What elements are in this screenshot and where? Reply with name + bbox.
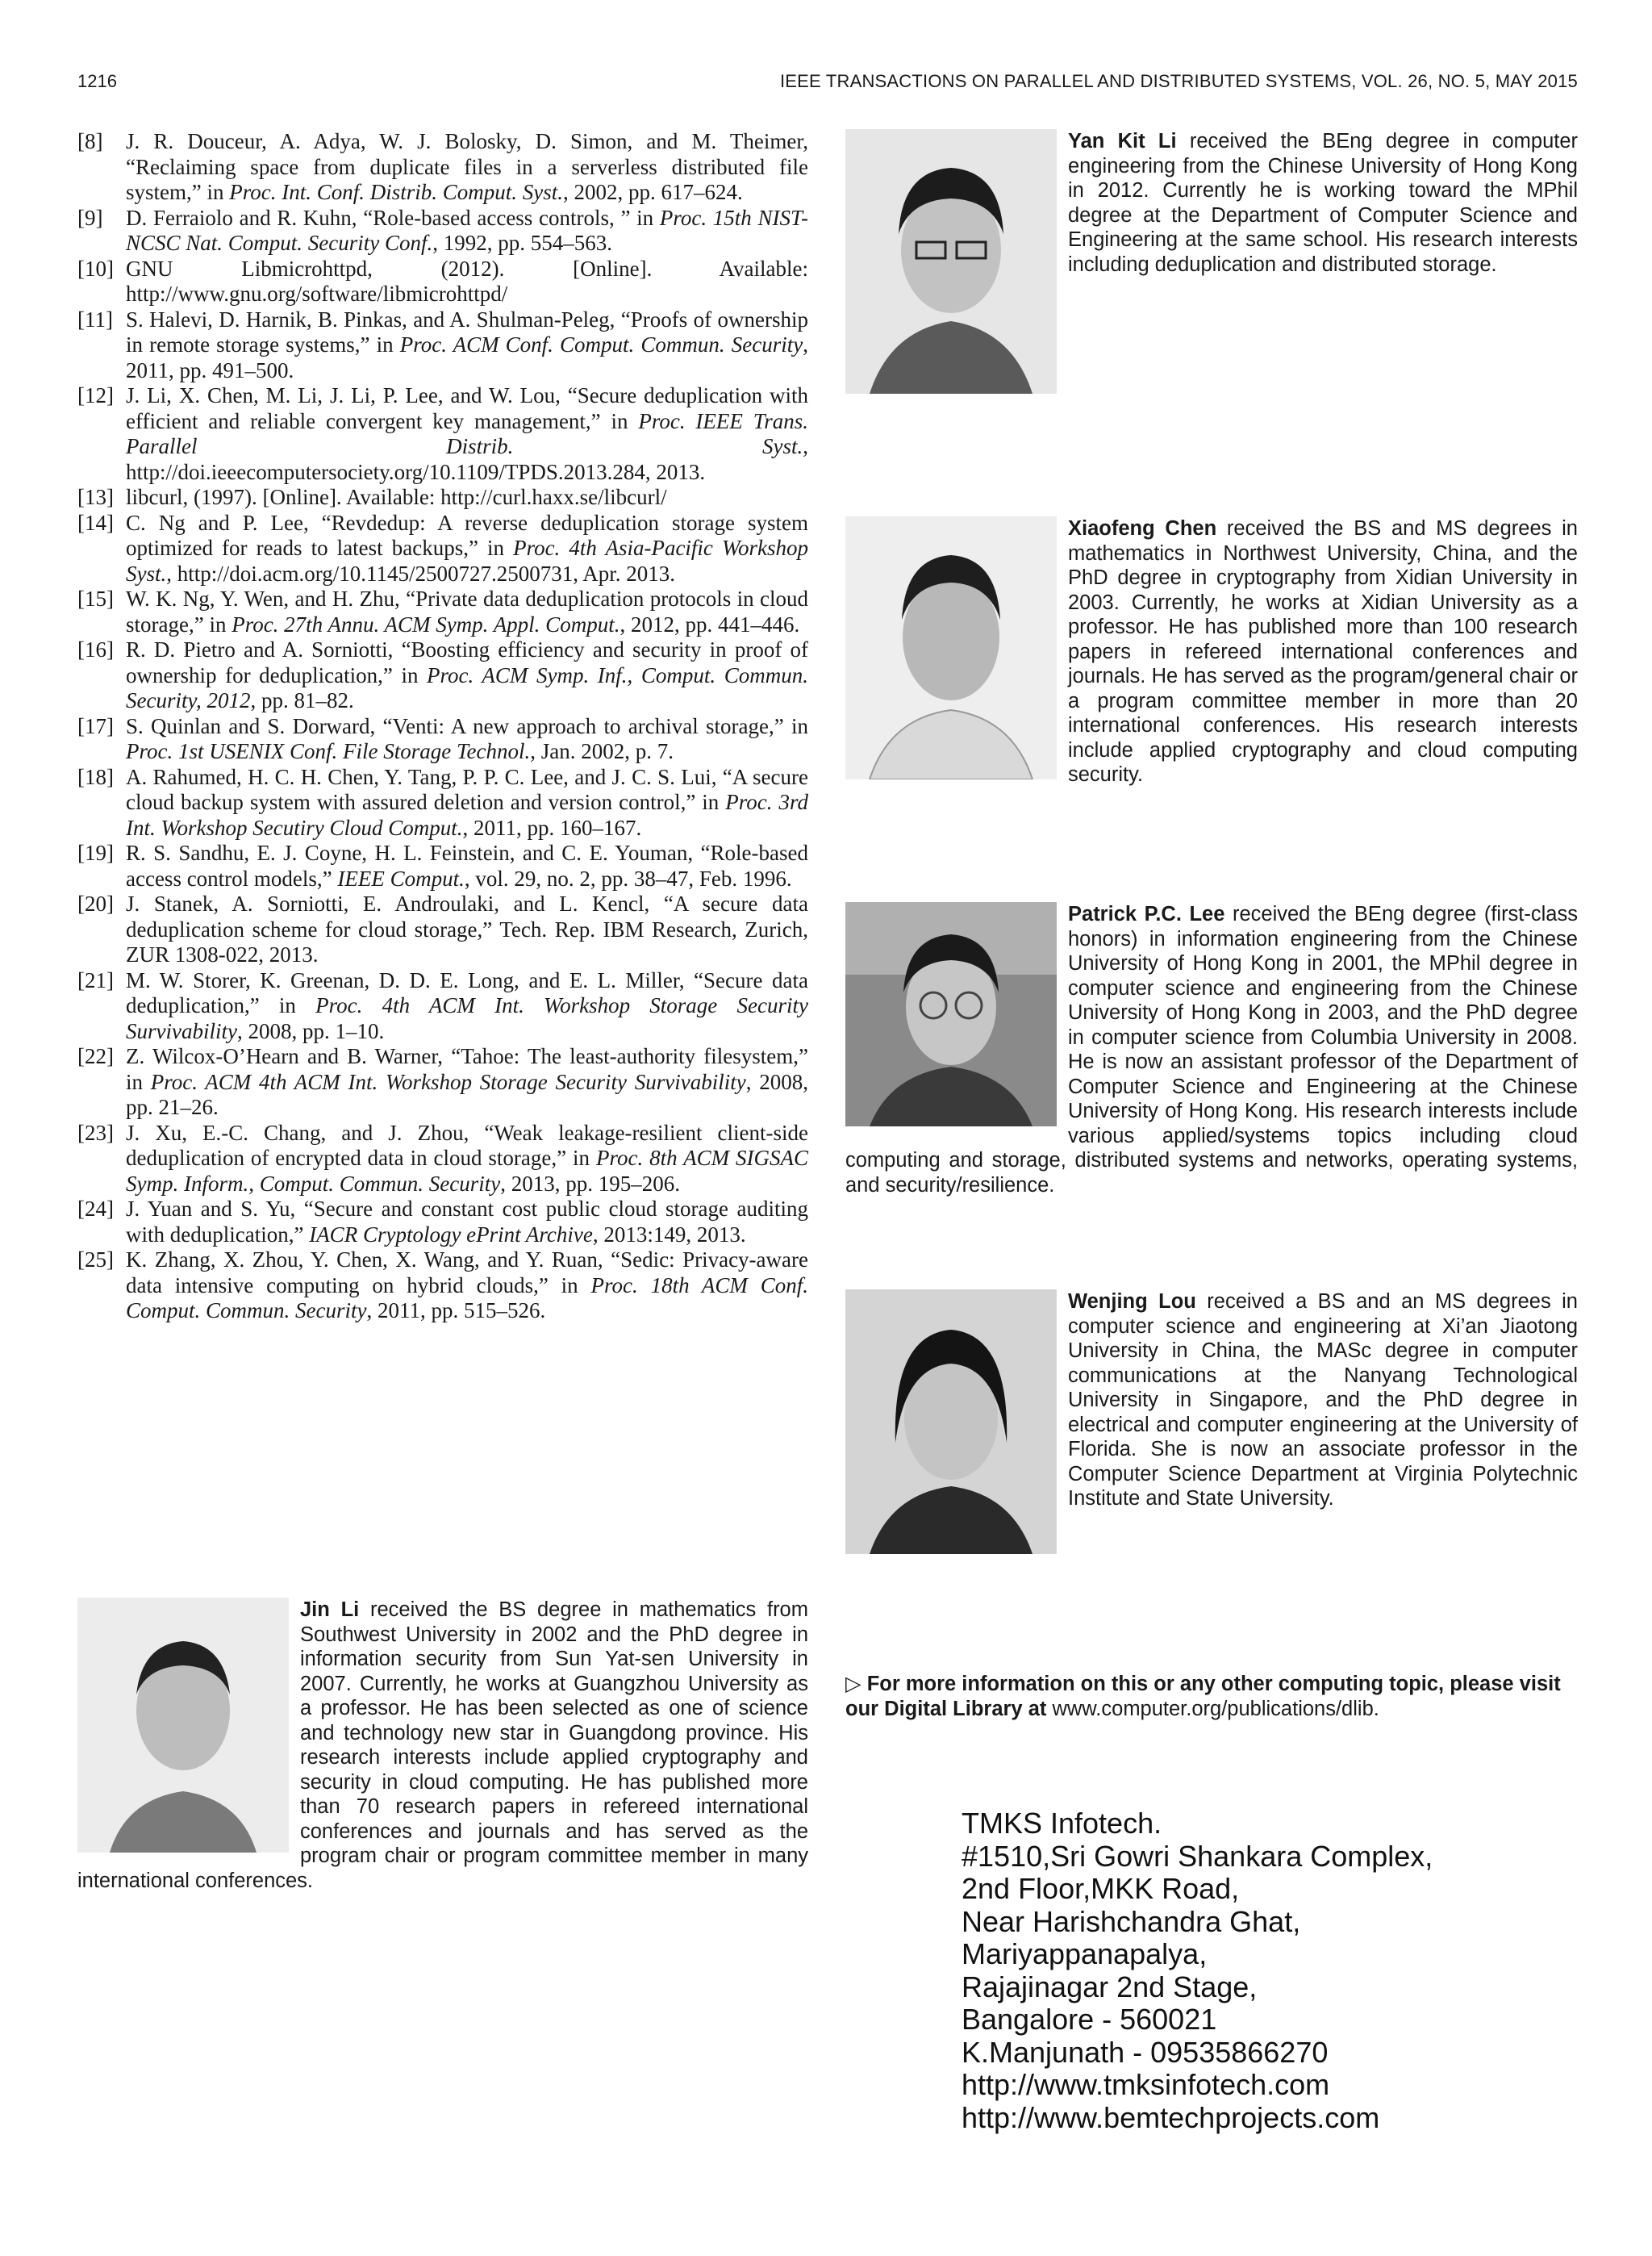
reference-item bbox=[77, 1247, 808, 1324]
reference-segment: , 2011, pp. 160–167. bbox=[462, 815, 642, 840]
reference-venue: Proc. 8th ACM SIGSAC Symp. Inform., Comput. Commun. Security bbox=[126, 1146, 808, 1196]
reference-number: [22] bbox=[77, 1044, 114, 1068]
reference-segment: Z. Wilcox-O’Hearn and B. Warner, “Tahoe: The least-authority filesystem,” in bbox=[126, 1044, 808, 1094]
reference-text bbox=[126, 765, 808, 842]
reference-text bbox=[126, 968, 808, 1045]
reference-venue: Proc. 18th ACM Conf. Comput. Commun. Security bbox=[126, 1272, 808, 1322]
reference-item bbox=[77, 1197, 808, 1247]
reference-venue: Proc. 1st USENIX Conf. File Storage Technol. bbox=[126, 739, 531, 763]
reference-segment: , 2008, pp. 21–26. bbox=[126, 1069, 808, 1119]
reference-text bbox=[126, 206, 808, 257]
reference-number: [20] bbox=[77, 892, 114, 916]
reference-number: [25] bbox=[77, 1247, 114, 1272]
reference-item bbox=[77, 892, 808, 968]
reference-venue: Proc. IEEE Trans. Parallel Distrib. Syst. bbox=[126, 408, 809, 458]
reference-text bbox=[126, 1197, 808, 1247]
reference-text bbox=[126, 1044, 808, 1121]
author-bio-text: received the BEng degree (first-class honors) in information engineering from the Chinese University of Hong Kong in 2001, the MPhil degree in computer science and engineering from the Chinese University of Hong Kong in 2003, and the PhD degree in computer science from Columbia University in 2008. He is now an assistant professor of the Department of Computer Science and Engineering at the Chinese University of Hong Kong. His research interests include various applied/systems topics including cloud computing and storage, distributed systems and networks, operating systems, and security/resilience. bbox=[845, 903, 1578, 1197]
address-line: TMKS Infotech. bbox=[962, 1807, 1162, 1840]
reference-text bbox=[126, 129, 808, 206]
reference-list bbox=[77, 129, 808, 1324]
reference-segment: J. Stanek, A. Sorniotti, E. Androulaki, and L. Kencl, “A secure data deduplication scheme for cloud storage,” Tech. Rep. IBM Research, Zurich, ZUR 1308-022, 2013. bbox=[126, 892, 808, 967]
reference-number: [19] bbox=[77, 841, 114, 865]
reference-segment: K. Zhang, X. Zhou, Y. Chen, X. Wang, and Y. Ruan, “Sedic: Privacy-aware data intensive computing on hybrid clouds,” in bbox=[126, 1247, 808, 1297]
address-line: Bangalore - 560021 bbox=[962, 2003, 1217, 2036]
author-name: Xiaofeng Chen bbox=[1068, 517, 1217, 540]
reference-segment: S. Quinlan and S. Dorward, “Venti: A new approach to archival storage,” in bbox=[126, 713, 808, 738]
reference-segment: , http://doi.ieeecomputersociety.org/10.1109/TPDS.2013.284, 2013. bbox=[126, 434, 808, 484]
address-line: K.Manjunath - 09535866270 bbox=[962, 2035, 1329, 2069]
reference-text bbox=[126, 637, 808, 714]
reference-segment: , 2011, pp. 491–500. bbox=[126, 332, 808, 382]
author-name: Jin Li bbox=[300, 1598, 360, 1621]
author-photo bbox=[845, 902, 1057, 1126]
reference-number: [18] bbox=[77, 764, 114, 789]
reference-text bbox=[126, 257, 808, 307]
reference-number: [21] bbox=[77, 967, 114, 992]
address-line: Near Harishchandra Ghat, bbox=[962, 1904, 1301, 1938]
reference-number: [11] bbox=[77, 307, 113, 332]
reference-segment: , 2013:149, 2013. bbox=[592, 1222, 746, 1247]
reference-number: [16] bbox=[77, 637, 114, 662]
portrait-icon bbox=[845, 1289, 1057, 1554]
reference-text bbox=[126, 841, 808, 892]
reference-segment: J. Xu, E.-C. Chang, and J. Zhou, “Weak leakage-resilient client-side deduplication of encrypted data in cloud storage,” in bbox=[126, 1120, 808, 1170]
author-name: Patrick P.C. Lee bbox=[1068, 903, 1225, 925]
address-stamp bbox=[962, 1807, 1575, 2134]
digital-library-note bbox=[845, 1672, 1578, 1722]
reference-segment: J. R. Douceur, A. Adya, W. J. Bolosky, D. Simon, and M. Theimer, “Reclaiming space from duplicate files in a serverless distributed file system,” in bbox=[126, 129, 808, 204]
reference-segment: , vol. 29, no. 2, pp. 38–47, Feb. 1996. bbox=[464, 866, 792, 891]
reference-venue: Proc. 4th Asia-Pacific Workshop Syst. bbox=[126, 536, 808, 586]
running-header bbox=[77, 71, 1578, 98]
reference-text bbox=[126, 1247, 808, 1324]
reference-item bbox=[77, 714, 808, 765]
reference-number: [9] bbox=[77, 205, 103, 230]
reference-text bbox=[126, 587, 808, 637]
reference-item bbox=[77, 383, 808, 485]
reference-venue: Proc. ACM Symp. Inf., Comput. Commun. Security, 2012 bbox=[126, 662, 808, 712]
bio-xiaofeng-chen bbox=[845, 516, 1578, 788]
reference-venue: Proc. 15th NIST-NCSC Nat. Comput. Security Conf. bbox=[126, 205, 808, 255]
reference-venue: IEEE Comput. bbox=[337, 866, 465, 891]
dlib-link[interactable]: www.computer.org/publications/dlib. bbox=[1046, 1698, 1379, 1720]
reference-number: [12] bbox=[77, 383, 114, 407]
portrait-icon bbox=[845, 129, 1057, 394]
reference-segment: C. Ng and P. Lee, “Revdedup: A reverse deduplication storage system optimized for reads to latest backups,” in bbox=[126, 510, 808, 560]
reference-segment: , 2008, pp. 1–10. bbox=[236, 1018, 385, 1043]
reference-segment: J. Yuan and S. Yu, “Secure and constant cost public cloud storage auditing with deduplication,” bbox=[126, 1197, 808, 1247]
portrait-icon bbox=[845, 516, 1057, 779]
reference-venue: IACR Cryptology ePrint Archive bbox=[309, 1222, 593, 1247]
reference-item bbox=[77, 511, 808, 587]
portrait-icon bbox=[77, 1598, 289, 1853]
reference-venue: Proc. 27th Annu. ACM Symp. Appl. Comput. bbox=[232, 612, 620, 637]
reference-item bbox=[77, 129, 808, 206]
reference-segment: R. D. Pietro and A. Sorniotti, “Boosting efficiency and security in proof of ownership for deduplication,” in bbox=[126, 637, 808, 687]
reference-text bbox=[126, 511, 808, 587]
reference-segment: libcurl, (1997). [Online]. Available: http://curl.haxx.se/libcurl/ bbox=[126, 485, 667, 509]
reference-text bbox=[126, 714, 808, 765]
reference-item bbox=[77, 307, 808, 384]
address-line: http://www.tmksinfotech.com bbox=[962, 2068, 1330, 2101]
portrait-icon bbox=[845, 902, 1057, 1126]
author-bio-text: received the BS degree in mathematics from Southwest University in 2002 and the PhD degree in information security from Sun Yat-sen University in 2007. Currently, he works at Guangzhou University as a professor. He has been selected as one of science and technology new star in Guangdong province. His research interests include applied cryptography and security in cloud computing. He has published more than 70 research papers in refereed international conferences and journals and has served as the program chair or program committee member in many international conferences. bbox=[77, 1598, 808, 1892]
author-photo bbox=[77, 1598, 289, 1853]
reference-segment: , 2013, pp. 195–206. bbox=[500, 1171, 680, 1196]
dlib-note-bold: For more information on this or any other computing topic, please visit our Digital Library at bbox=[845, 1673, 1561, 1720]
reference-number: [23] bbox=[77, 1120, 114, 1145]
page-number: 1216 bbox=[77, 71, 117, 91]
author-name: Wenjing Lou bbox=[1068, 1290, 1196, 1313]
reference-segment: , 1992, pp. 554–563. bbox=[432, 231, 613, 255]
bio-patrick-lee bbox=[845, 902, 1578, 1197]
reference-segment: D. Ferraiolo and R. Kuhn, “Role-based access controls, ” in bbox=[126, 205, 660, 230]
author-photo bbox=[845, 516, 1057, 779]
reference-segment: GNU Libmicrohttpd, (2012). [Online]. Available: http://www.gnu.org/software/libmicrohttpd/ bbox=[126, 256, 808, 306]
triangle-right-icon: ▷ bbox=[845, 1673, 861, 1695]
reference-item bbox=[77, 1121, 808, 1197]
reference-item bbox=[77, 637, 808, 714]
bio-yan-kit-li bbox=[845, 129, 1578, 397]
reference-venue: Proc. Int. Conf. Distrib. Comput. Syst. bbox=[229, 180, 564, 204]
reference-venue: Proc. ACM Conf. Comput. Commun. Security bbox=[399, 332, 803, 357]
reference-text bbox=[126, 307, 808, 384]
author-photo bbox=[845, 129, 1057, 394]
reference-segment: W. K. Ng, Y. Wen, and H. Zhu, “Private data deduplication protocols in cloud storage,” in bbox=[126, 587, 808, 637]
reference-segment: , http://doi.acm.org/10.1145/2500727.2500731, Apr. 2013. bbox=[166, 561, 675, 586]
address-line: #1510,Sri Gowri Shankara Complex, bbox=[962, 1839, 1433, 1873]
reference-item bbox=[77, 587, 808, 637]
reference-item bbox=[77, 1044, 808, 1121]
reference-venue: Proc. 4th ACM Int. Workshop Storage Security Survivability bbox=[126, 993, 808, 1043]
reference-text bbox=[126, 383, 808, 485]
reference-venue: Proc. 3rd Int. Workshop Secutiry Cloud Comput. bbox=[126, 790, 808, 840]
reference-item bbox=[77, 485, 808, 511]
reference-venue: Proc. ACM 4th ACM Int. Workshop Storage Security Survivability bbox=[150, 1069, 746, 1094]
reference-segment: , 2012, pp. 441–446. bbox=[620, 612, 800, 637]
reference-segment: , 2011, pp. 515–526. bbox=[366, 1298, 546, 1322]
journal-title: IEEE TRANSACTIONS ON PARALLEL AND DISTRIBUTED SYSTEMS, VOL. 26, NO. 5, MAY 2015 bbox=[780, 71, 1578, 91]
reference-item bbox=[77, 257, 808, 307]
author-bio-text: received the BEng degree in computer engineering from the Chinese University of Hong Kong in 2012. Currently he is working toward the MPhil degree at the Department of Computer Science and Engineering at the same school. His research interests including deduplication and distributed storage. bbox=[1068, 130, 1579, 276]
reference-segment: M. W. Storer, K. Greenan, D. D. E. Long, and E. L. Miller, “Secure data deduplication,” in bbox=[126, 967, 808, 1017]
reference-segment: , pp. 81–82. bbox=[250, 688, 354, 712]
reference-segment: J. Li, X. Chen, M. Li, J. Li, P. Lee, and W. Lou, “Secure deduplication with efficient and reliable convergent key management,” in bbox=[126, 383, 808, 433]
reference-text bbox=[126, 485, 808, 511]
reference-item bbox=[77, 206, 808, 257]
author-bio-text: received the BS and MS degrees in mathematics in Northwest University, China, and the PhD degree in cryptography from Xidian University in 2003. Currently, he works at Xidian University as a professor. He has published more than 100 research papers in refereed international conferences and journals. He has served as the program/general chair or a program committee member in more than 20 international conferences. His research interests include applied cryptography and cloud computing security. bbox=[1068, 517, 1578, 786]
address-line: http://www.bemtechprojects.com bbox=[962, 2100, 1380, 2134]
reference-number: [8] bbox=[77, 129, 103, 153]
author-photo bbox=[845, 1289, 1057, 1554]
bio-jin-li bbox=[77, 1598, 808, 1893]
reference-item bbox=[77, 765, 808, 842]
reference-segment: S. Halevi, D. Harnik, B. Pinkas, and A. Shulman-Peleg, “Proofs of ownership in remote storage systems,” in bbox=[126, 307, 808, 357]
address-line: Rajajinagar 2nd Stage, bbox=[962, 1970, 1258, 2003]
reference-text bbox=[126, 1121, 808, 1197]
bio-wenjing-lou bbox=[845, 1289, 1578, 1557]
author-bio-text: received a BS and an MS degrees in computer science and engineering at Xi’an Jiaotong University in China, the MASc degree in computer communications at the Nanyang Technological University in Singapore, and the PhD degree in electrical and computer engineering at the University of Florida. She is now an associate professor in the Computer Science Department at Virginia Polytechnic Institute and State University. bbox=[1068, 1290, 1578, 1510]
author-name: Yan Kit Li bbox=[1068, 130, 1177, 152]
reference-number: [14] bbox=[77, 510, 114, 535]
reference-number: [24] bbox=[77, 1197, 114, 1221]
reference-item bbox=[77, 841, 808, 892]
reference-segment: , 2002, pp. 617–624. bbox=[563, 180, 743, 204]
address-line: Mariyappanapalya, bbox=[962, 1937, 1208, 1970]
address-line: 2nd Floor,MKK Road, bbox=[962, 1872, 1240, 1905]
reference-segment: , Jan. 2002, p. 7. bbox=[530, 739, 674, 763]
reference-number: [13] bbox=[77, 485, 114, 509]
reference-text bbox=[126, 892, 808, 968]
reference-segment: A. Rahumed, H. C. H. Chen, Y. Tang, P. P. C. Lee, and J. C. S. Lui, “A secure cloud backup system with assured deletion and version control,” in bbox=[126, 764, 808, 814]
reference-number: [15] bbox=[77, 587, 114, 611]
reference-segment: R. S. Sandhu, E. J. Coyne, H. L. Feinstein, and C. E. Youman, “Role-based access control models,” bbox=[126, 841, 808, 891]
reference-number: [10] bbox=[77, 256, 114, 281]
reference-number: [17] bbox=[77, 713, 114, 738]
reference-item bbox=[77, 968, 808, 1045]
